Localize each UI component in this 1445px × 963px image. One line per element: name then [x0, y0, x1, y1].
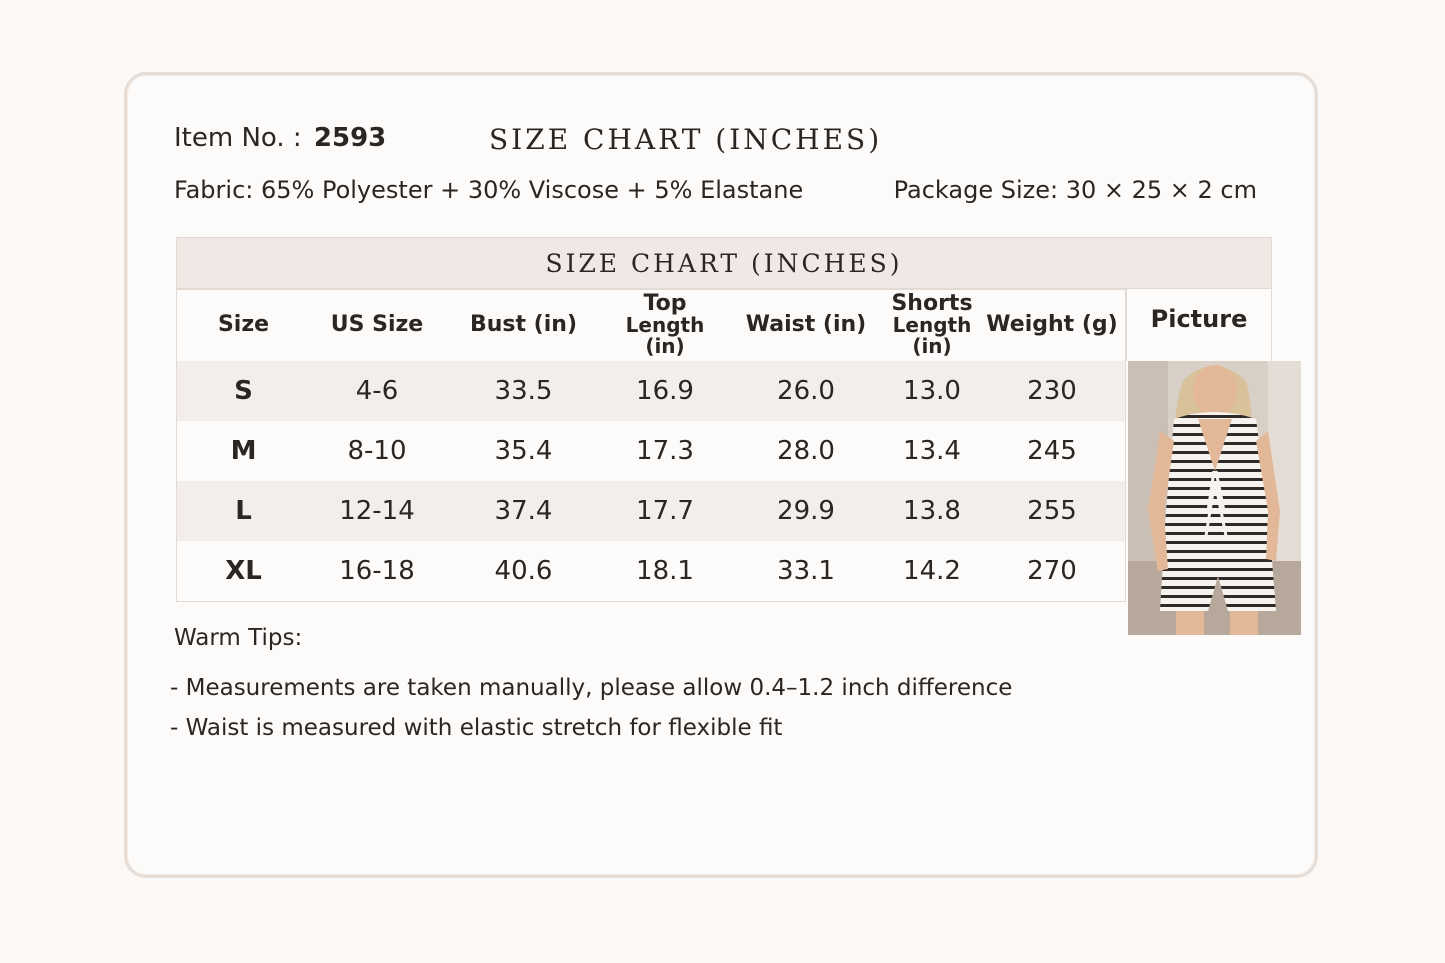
striped-romper-photo-icon — [1128, 361, 1301, 635]
col-header-bust: Bust (in) — [443, 289, 604, 361]
cell-size: XL — [176, 541, 311, 601]
col-header-size: Size — [176, 289, 311, 361]
col-header-top-length-text: Top Length (in) — [625, 290, 705, 358]
cell-weight: 230 — [978, 361, 1126, 421]
table-row — [176, 421, 1126, 481]
cell-bust: 40.6 — [443, 541, 604, 601]
package-size: Package Size: 30 × 25 × 2 cm — [893, 176, 1257, 204]
size-table — [176, 289, 1126, 601]
cell-waist: 26.0 — [726, 361, 886, 421]
cell-shorts-length: 13.4 — [886, 421, 978, 481]
cell-weight: 245 — [978, 421, 1126, 481]
table-header-row — [176, 289, 1126, 361]
cell-waist: 28.0 — [726, 421, 886, 481]
item-number — [174, 123, 386, 153]
table-row — [176, 541, 1126, 601]
col-header-top-length — [604, 289, 726, 361]
cell-bust: 33.5 — [443, 361, 604, 421]
cell-us-size: 12-14 — [311, 481, 443, 541]
cell-size: S — [176, 361, 311, 421]
cell-waist: 29.9 — [726, 481, 886, 541]
tip-item: - Measurements are taken manually, please allow 0.4–1.2 inch difference — [170, 675, 1013, 701]
cell-us-size: 4-6 — [311, 361, 443, 421]
col-header-shorts-length-text: Shorts Length (in) — [891, 290, 973, 358]
cell-size: L — [176, 481, 311, 541]
cell-top-length: 17.7 — [604, 481, 726, 541]
col-header-us-size: US Size — [311, 289, 443, 361]
col-header-weight: Weight (g) — [978, 289, 1126, 361]
table-row — [176, 361, 1126, 421]
cell-bust: 35.4 — [443, 421, 604, 481]
tips-title: Warm Tips: — [174, 625, 303, 651]
col-header-shorts-length — [886, 289, 978, 361]
cell-shorts-length: 13.0 — [886, 361, 978, 421]
cell-shorts-length: 14.2 — [886, 541, 978, 601]
cell-waist: 33.1 — [726, 541, 886, 601]
fabric-info: Fabric: 65% Polyester + 30% Viscose + 5% Elastane — [174, 176, 804, 204]
page-title: SIZE CHART (INCHES) — [489, 123, 883, 156]
cell-shorts-length: 13.8 — [886, 481, 978, 541]
cell-weight: 270 — [978, 541, 1126, 601]
item-number-value: 2593 — [313, 123, 387, 153]
size-chart-card — [124, 72, 1318, 878]
cell-top-length: 17.3 — [604, 421, 726, 481]
table-row — [176, 481, 1126, 541]
cell-bust: 37.4 — [443, 481, 604, 541]
cell-size: M — [176, 421, 311, 481]
product-photo — [1128, 361, 1301, 635]
cell-weight: 255 — [978, 481, 1126, 541]
item-number-label: Item No. : — [174, 123, 302, 153]
tip-item: - Waist is measured with elastic stretch for flexible fit — [170, 715, 783, 741]
col-header-picture: Picture — [1126, 289, 1272, 361]
col-header-waist: Waist (in) — [726, 289, 886, 361]
table-title: SIZE CHART (INCHES) — [176, 237, 1272, 289]
cell-top-length: 16.9 — [604, 361, 726, 421]
cell-top-length: 18.1 — [604, 541, 726, 601]
cell-us-size: 16-18 — [311, 541, 443, 601]
cell-us-size: 8-10 — [311, 421, 443, 481]
